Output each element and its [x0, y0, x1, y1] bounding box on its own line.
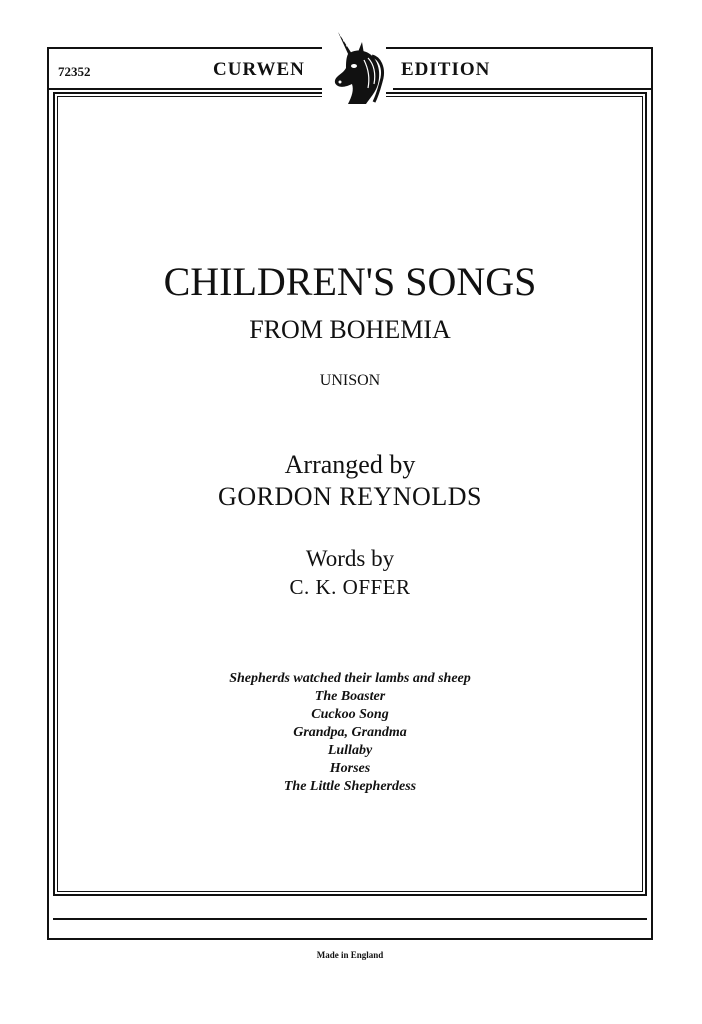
page-subtitle: FROM BOHEMIA [249, 315, 451, 344]
list-item: The Boaster [314, 689, 386, 704]
lyricist-name: C. K. OFFER [289, 575, 411, 599]
list-item: Cuckoo Song [311, 707, 389, 722]
header-rule-left [47, 88, 322, 90]
header-rule-right [393, 88, 653, 90]
voicing-label: UNISON [319, 372, 381, 389]
words-by-label: Words by [305, 546, 395, 571]
page-title: CHILDREN'S SONGS [163, 259, 537, 304]
list-item: Lullaby [327, 743, 373, 758]
made-in-label: Made in England [316, 950, 384, 960]
arranger-name: GORDON REYNOLDS [218, 482, 482, 511]
list-item: Horses [329, 761, 371, 776]
list-item: Grandpa, Grandma [293, 725, 407, 740]
publisher-name-right: EDITION [401, 59, 491, 80]
list-item: Shepherds watched their lambs and sheep [229, 671, 471, 686]
catalogue-number: 72352 [58, 64, 91, 79]
unicorn-head-icon [322, 28, 386, 108]
footer-band-rule [53, 918, 647, 920]
arranged-by-label: Arranged by [284, 450, 416, 479]
publisher-name-left: CURWEN [213, 59, 305, 80]
list-item: The Little Shepherdess [283, 779, 417, 794]
song-list [60, 670, 640, 796]
